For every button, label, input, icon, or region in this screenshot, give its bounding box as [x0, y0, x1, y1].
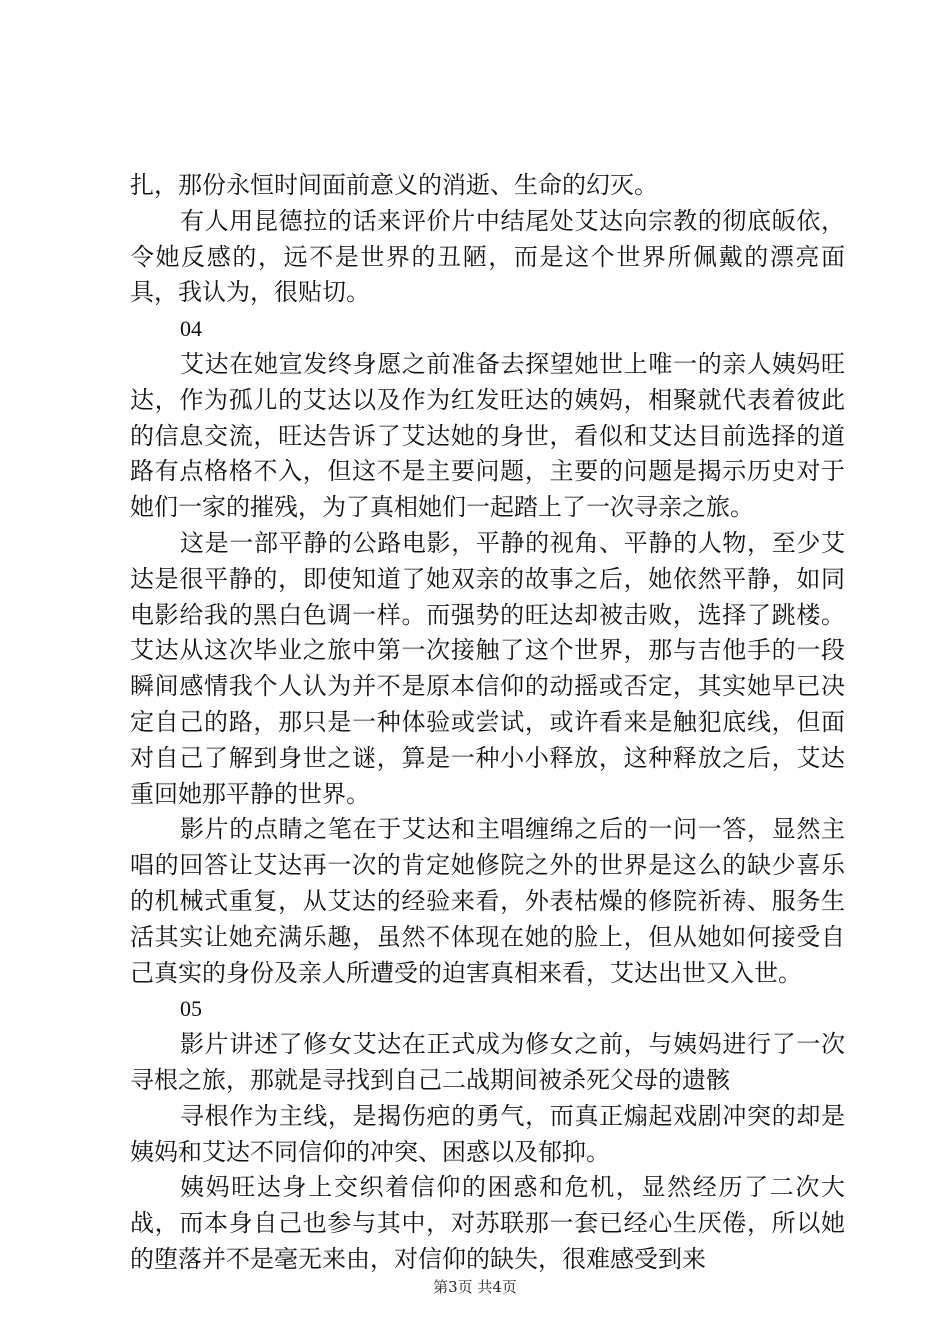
document-body: [130, 168, 845, 1278]
section-number: 04: [180, 316, 202, 342]
paragraph: 艾达在她宣发终身愿之前准备去探望她世上唯一的亲人姨妈旺达，作为孤儿的艾达以及作为红发旺达的姨妈，相聚就代表着彼此的信息交流，旺达告诉了艾达她的身世，看似和艾达目前选择的道路有点格格不入，但这不是主要问题，主要的问题是揭示历史对于她们一家的摧残，为了真相她们一起踏上了一次寻亲之旅。: [130, 349, 845, 522]
paragraph: 影片讲述了修女艾达在正式成为修女之前，与姨妈进行了一次寻根之旅，那就是寻找到自己二战期间被杀死父母的遗骸: [130, 1030, 845, 1094]
paragraph-continuation: 扎，那份永恒时间面前意义的消逝、生命的幻灭。: [130, 171, 658, 199]
paragraph: 影片的点睛之笔在于艾达和主唱缠绵之后的一问一答，显然主唱的回答让艾达再一次的肯定她修院之外的世界是这么的缺少喜乐的机械式重复，从艾达的经验来看，外表枯燥的修院祈祷、服务生活其实让她充满乐趣，虽然不体现在她的脸上，但从她如何接受自己真实的身份及亲人所遭受的迫害真相来看，艾达出世又入世。: [130, 815, 845, 987]
paragraph: 有人用昆德拉的话来评价片中结尾处艾达向宗教的彻底皈依，令她反感的，远不是世界的丑陋，而是这个世界所佩戴的漂亮面具，我认为，很贴切。: [130, 206, 845, 307]
page-footer: 第3页 共4页: [433, 1278, 517, 1296]
paragraph: 寻根作为主线，是揭伤疤的勇气，而真正煽起戏剧冲突的却是姨妈和艾达不同信仰的冲突、困惑以及郁抑。: [130, 1101, 845, 1166]
section-number: 05: [180, 996, 202, 1022]
paragraph: 姨妈旺达身上交织着信仰的困惑和危机，显然经历了二次大战，而本身自己也参与其中，对苏联那一套已经心生厌倦，所以她的堕落并不是毫无来由，对信仰的缺失，很难感受到来: [130, 1173, 845, 1273]
paragraph: 这是一部平静的公路电影，平静的视角、平静的人物，至少艾达是很平静的，即使知道了她双亲的故事之后，她依然平静，如同电影给我的黑白色调一样。而强势的旺达却被击败，选择了跳楼。艾达从这次毕业之旅中第一次接触了这个世界，那与吉他手的一段瞬间感情我个人认为并不是原本信仰的动摇或否定，其实她早已决定自己的路，那只是一种体验或尝试，或许看来是触犯底线，但面对自己了解到身世之谜，算是一种小小释放，这种释放之后，艾达重回她那平静的世界。: [130, 528, 845, 808]
